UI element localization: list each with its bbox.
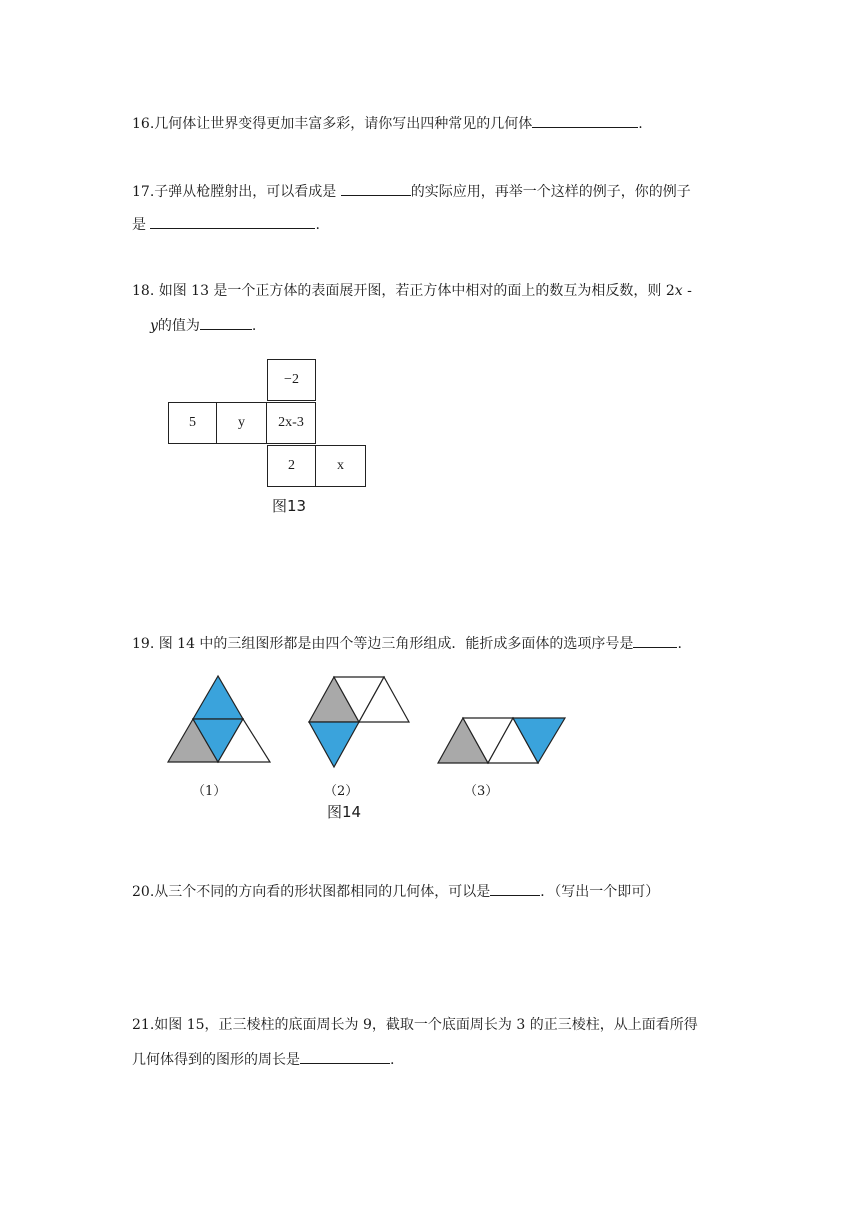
- option-label-1: （1）: [192, 784, 227, 799]
- question-18-line-1: 18. 如图 13 是一个正方体的表面展开图，若正方体中相对的面上的数互为相反数，则 2x -: [132, 283, 692, 299]
- answer-blank-18[interactable]: [200, 314, 252, 330]
- answer-blank-16[interactable]: [532, 112, 638, 128]
- net-cell-left: 5: [168, 402, 217, 444]
- answer-blank-20[interactable]: [490, 880, 540, 896]
- question-17-line-2: 是 .: [132, 213, 320, 235]
- question-18-text: 18. 如图 13 是一个正方体的表面展开图，若正方体中相对的面上的数互为相反数，则 2: [132, 283, 675, 299]
- triangle-blue-top: [193, 676, 243, 719]
- triangle-blue-bottom: [309, 722, 359, 767]
- question-19: 19. 图 14 中的三组图形都是由四个等边三角形组成．能折成多面体的选项序号是 .: [132, 632, 682, 654]
- net-cell-bottom: 2: [267, 445, 316, 487]
- question-16-text: 16.几何体让世界变得更加丰富多彩，请你写出四种常见的几何体: [132, 116, 533, 132]
- question-17-line-1: 17.子弹从枪膛射出，可以看成是 的实际应用，再举一个这样的例子，你的例子: [132, 180, 691, 202]
- figure-14-option-2: [302, 670, 412, 770]
- question-21-line-2: 几何体得到的图形的周长是 .: [132, 1048, 394, 1070]
- question-17-text: 17.子弹从枪膛射出，可以看成是: [132, 184, 341, 200]
- option-label-2: （2）: [324, 784, 359, 799]
- option-label-3: （3）: [464, 784, 499, 799]
- figure-14-option-1: [160, 670, 280, 770]
- answer-blank-17b[interactable]: [150, 213, 315, 229]
- net-cell-y: y: [217, 402, 267, 444]
- question-21-text: 21.如图 15，正三棱柱的底面周长为 9，截取一个底面周长为 3 的正三棱柱，从上面看所得: [132, 1017, 698, 1033]
- question-18-line-2: y的值为 .: [150, 314, 256, 336]
- answer-blank-17a[interactable]: [341, 180, 411, 196]
- answer-blank-21[interactable]: [300, 1048, 390, 1064]
- question-16: 16.几何体让世界变得更加丰富多彩，请你写出四种常见的几何体 .: [132, 112, 643, 134]
- question-21-line-1: [132, 1015, 698, 1035]
- figure-14-option-3: [432, 712, 572, 772]
- figure-14-caption: 图14: [327, 803, 362, 821]
- answer-blank-19[interactable]: [633, 632, 677, 648]
- question-20: 20.从三个不同的方向看的形状图都相同的几何体，可以是 ．（写出一个即可）: [132, 880, 659, 902]
- question-20-text: 20.从三个不同的方向看的形状图都相同的几何体，可以是: [132, 884, 491, 900]
- figure-13-caption: 图13: [272, 497, 307, 515]
- net-cell-center: 2x-3: [267, 402, 316, 444]
- question-19-text: 19. 图 14 中的三组图形都是由四个等边三角形组成．能折成多面体的选项序号是: [132, 636, 634, 652]
- net-cell-right: x: [316, 445, 366, 487]
- net-cell-top: −2: [267, 359, 316, 401]
